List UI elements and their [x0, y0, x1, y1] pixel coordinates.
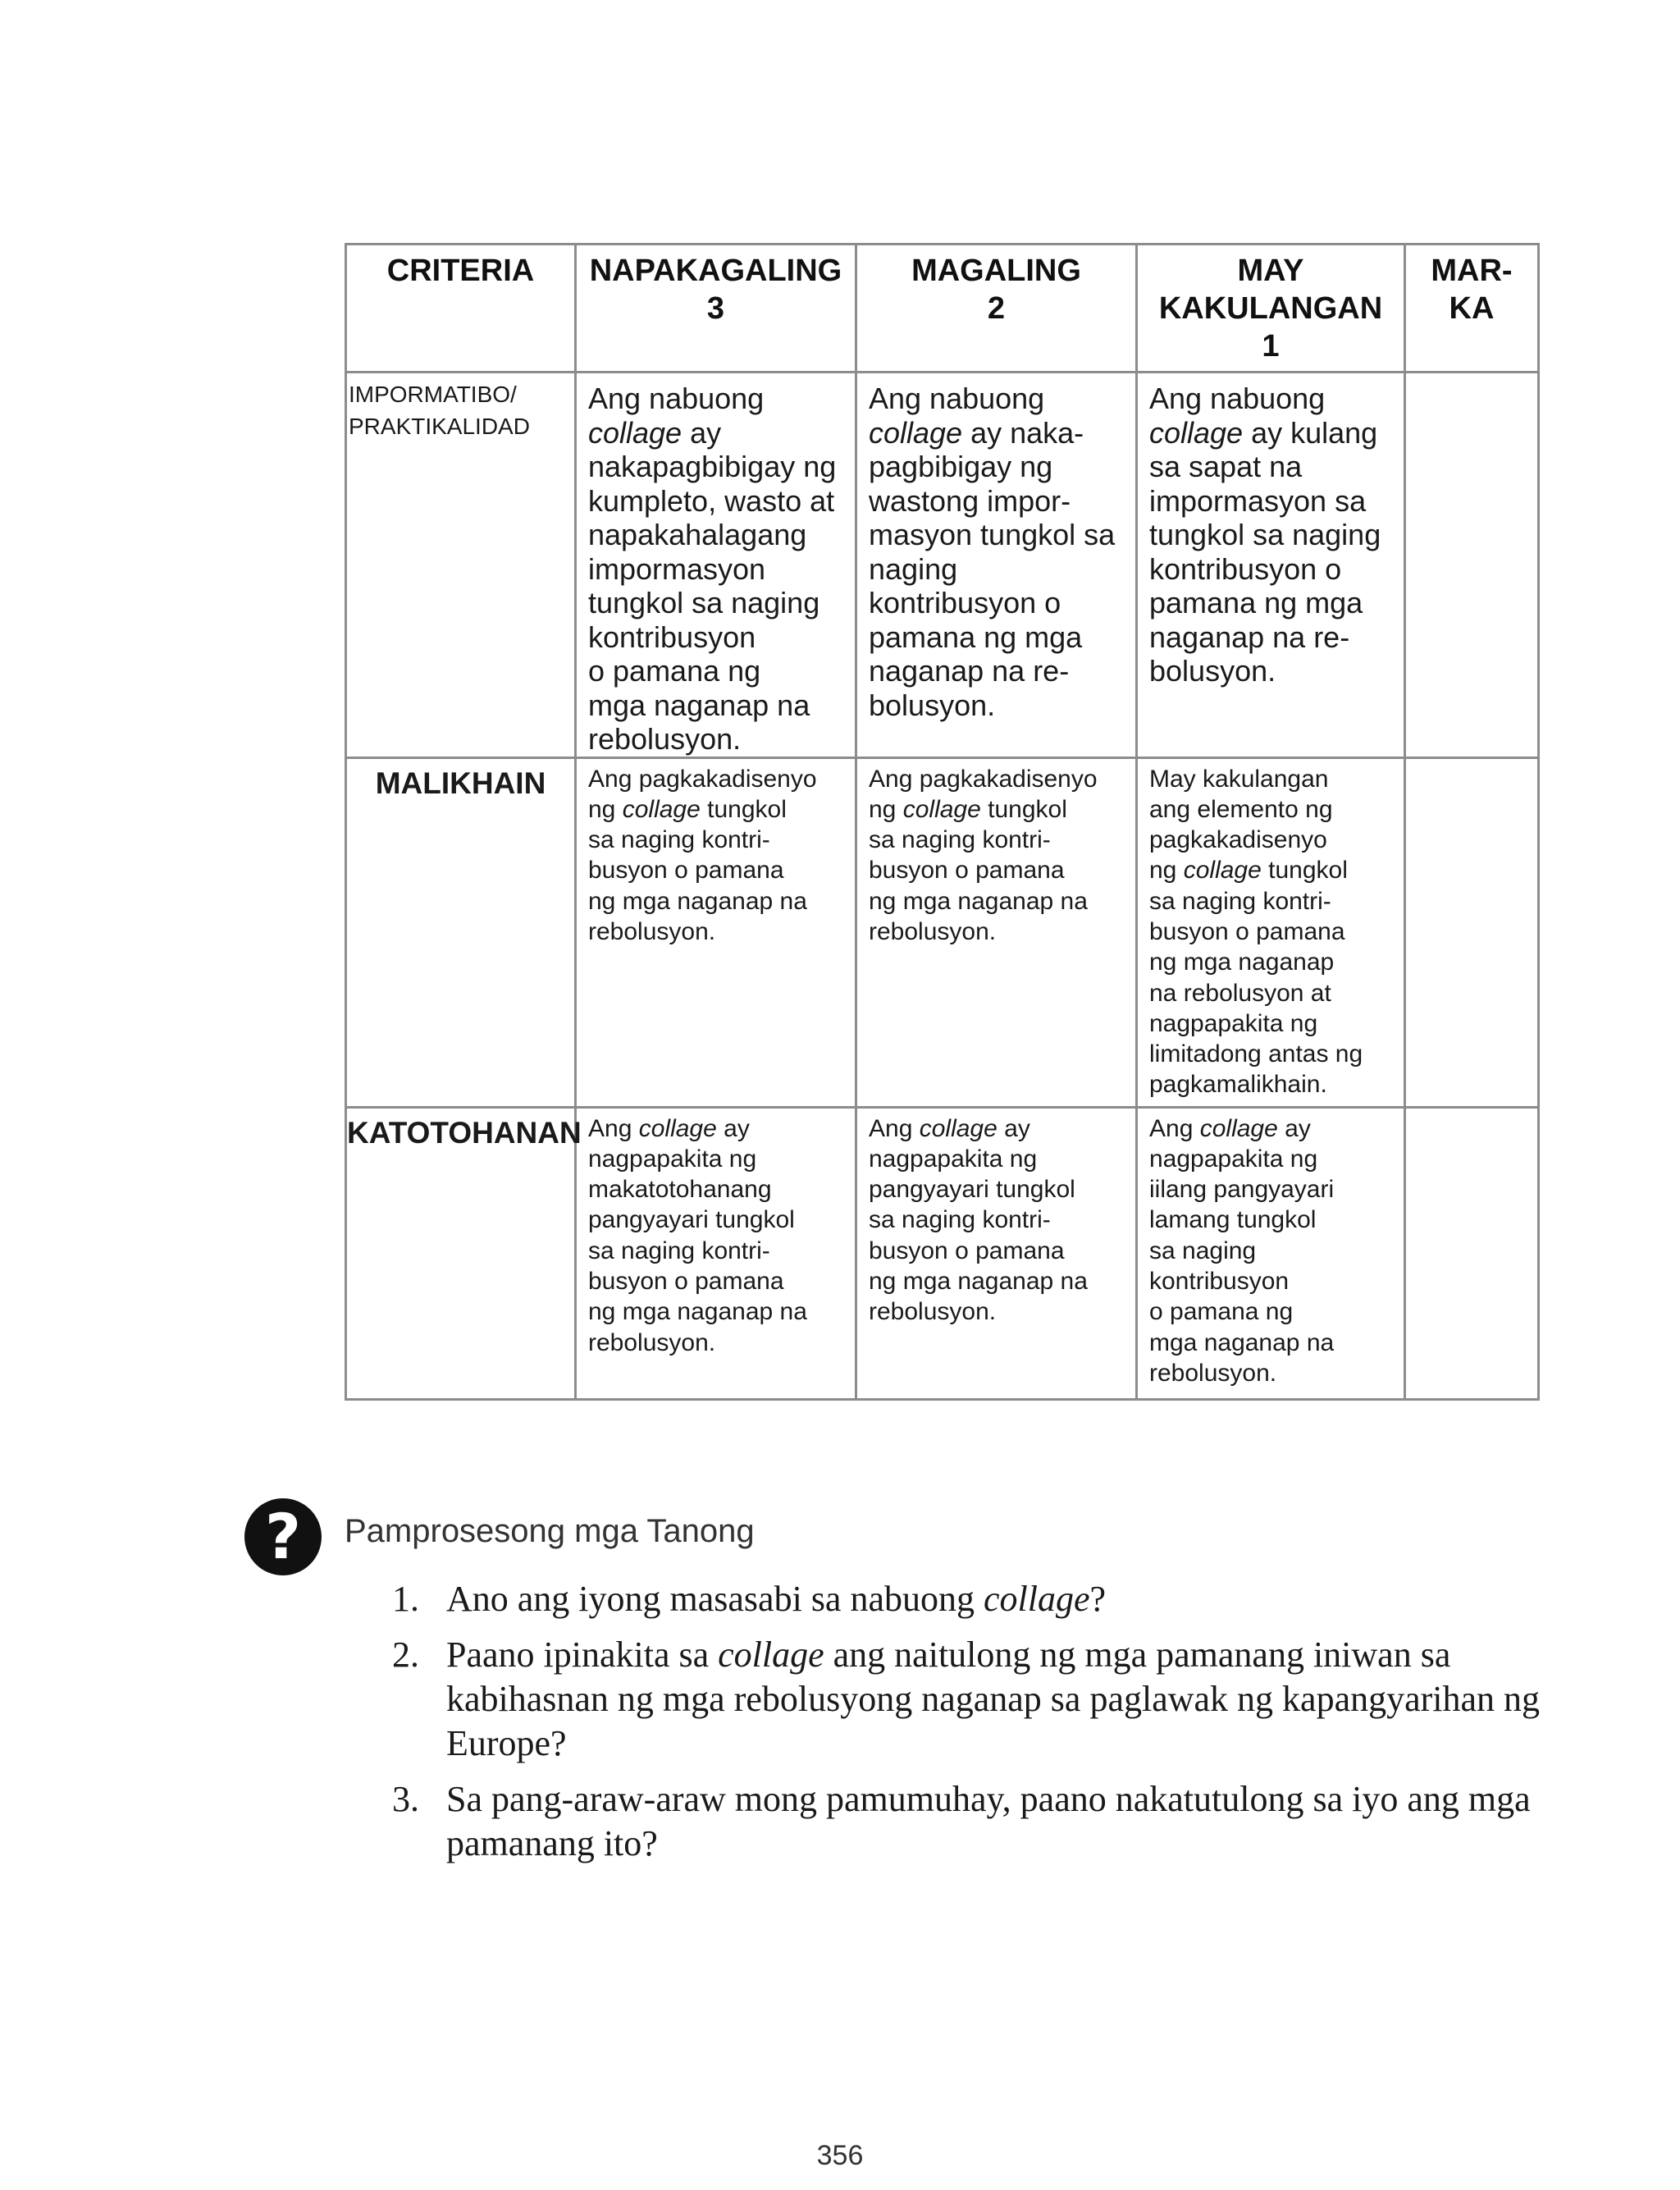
- question-list: [392, 1577, 1541, 1877]
- table-row: [346, 1107, 1539, 1399]
- header-marka: MAR- KA: [1405, 245, 1539, 373]
- section-title: Pamprosesong mga Tanong: [345, 1513, 755, 1549]
- marka-cell: [1405, 373, 1539, 758]
- table-cell: Ang collage ay nagpapakita ng makatotohanang pangyayari tungkol sa naging kontri- busyon o pamana ng mga naganap na rebolusyon.: [576, 1107, 856, 1399]
- criteria-cell: MALIKHAIN: [346, 757, 576, 1107]
- list-item: [392, 1777, 1541, 1866]
- question-number: 3.: [392, 1779, 419, 1819]
- question-number: 1.: [392, 1579, 419, 1619]
- table-cell: Ang collage ay nagpapakita ng iilang pangyayari lamang tungkol sa naging kontribusyon o pamana ng mga naganap na rebolusyon.: [1137, 1107, 1405, 1399]
- table-cell: Ang nabuong collage ay nakapagbibigay ng kumpleto, wasto at napakahalagang impormasyon tungkol sa naging kontribusyon o pamana ng mga naganap na rebolusyon.: [576, 373, 856, 758]
- table-cell: Ang pagkakadisenyo ng collage tungkol sa naging kontri- busyon o pamana ng mga naganap na rebolusyon.: [576, 757, 856, 1107]
- question-number: 2.: [392, 1634, 419, 1675]
- question-text: Ano ang iyong masasabi sa nabuong collage?: [446, 1579, 1107, 1619]
- table-cell: Ang pagkakadisenyo ng collage tungkol sa naging kontri- busyon o pamana ng mga naganap na rebolusyon.: [856, 757, 1137, 1107]
- marka-cell: [1405, 757, 1539, 1107]
- table-row: [346, 373, 1539, 758]
- marka-cell: [1405, 1107, 1539, 1399]
- table-cell: Ang collage ay nagpapakita ng pangyayari tungkol sa naging kontri- busyon o pamana ng mga naganap na rebolusyon.: [856, 1107, 1137, 1399]
- header-may-kakulangan: MAY KAKULANGAN 1: [1137, 245, 1405, 373]
- question-mark-icon: ?: [244, 1498, 322, 1575]
- table-cell: Ang nabuong collage ay kulang sa sapat na impormasyon sa tungkol sa naging kontribusyon o pamana ng mga naganap na re- bolusyon.: [1137, 373, 1405, 758]
- header-criteria: CRITERIA: [346, 245, 576, 373]
- table-row: [346, 757, 1539, 1107]
- table-header-row: [346, 245, 1539, 373]
- list-item: [392, 1577, 1541, 1621]
- criteria-cell: IMPORMATIBO/ PRAKTIKALIDAD: [346, 373, 576, 758]
- page-number: 356: [816, 2140, 864, 2171]
- table-cell: May kakulangan ang elemento ng pagkakadisenyo ng collage tungkol sa naging kontri- busyon o pamana ng mga naganap na rebolusyon at nagpapakita ng limitadong antas ng pagkamalikhain.: [1137, 757, 1405, 1107]
- header-napakagaling: NAPAKAGALING 3: [576, 245, 856, 373]
- rubric-table: [345, 243, 1540, 1401]
- criteria-cell: KATOTOHANAN: [346, 1107, 576, 1399]
- question-text: Sa pang-araw-araw mong pamumuhay, paano nakatutulong sa iyo ang mga pamanang ito?: [446, 1779, 1531, 1863]
- list-item: [392, 1633, 1541, 1766]
- question-text: Paano ipinakita sa collage ang naitulong ng mga pamanang iniwan sa kabihasnan ng mga rebolusyong naganap sa paglawak ng kapangyarihan ng Europe?: [446, 1634, 1541, 1763]
- table-cell: Ang nabuong collage ay naka- pagbibigay ng wastong impor- masyon tungkol sa naging kontribusyon o pamana ng mga naganap na re- bolusyon.: [856, 373, 1137, 758]
- header-magaling: MAGALING 2: [856, 245, 1137, 373]
